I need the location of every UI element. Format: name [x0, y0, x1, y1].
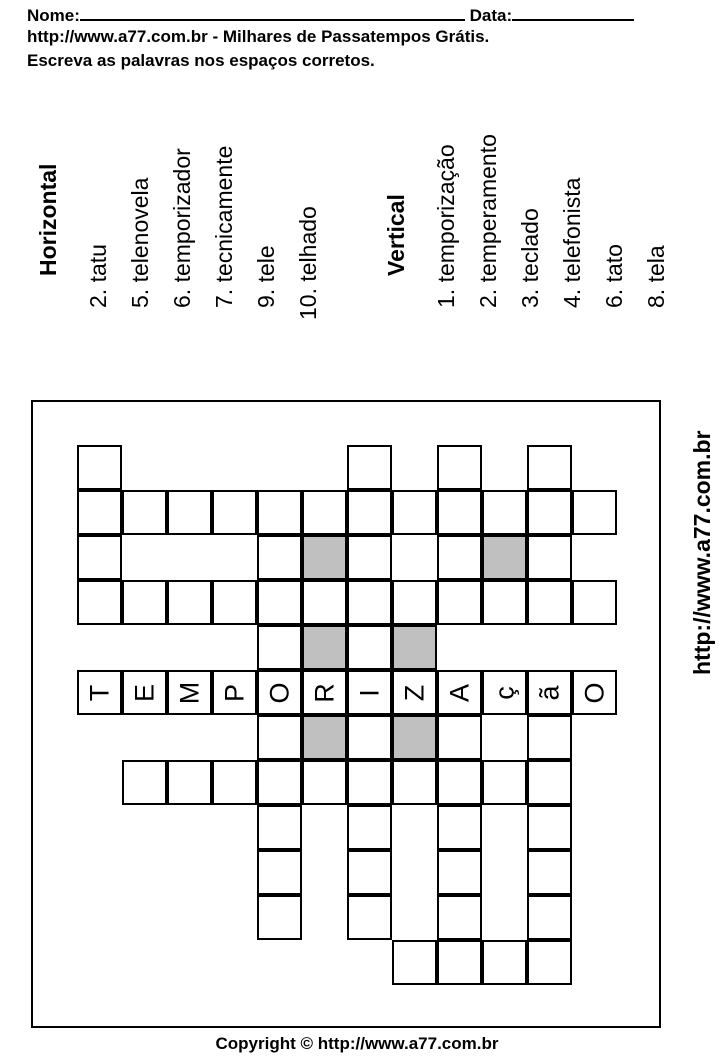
footer-copyright: Copyright © http://www.a77.com.br	[215, 1034, 499, 1053]
grid-cell[interactable]	[347, 625, 392, 670]
grid-cell[interactable]	[302, 490, 347, 535]
cell-letter: R	[309, 682, 339, 703]
side-url: http://www.a77.com.br	[689, 430, 715, 675]
grid-cell[interactable]	[347, 850, 392, 895]
grid-cell[interactable]	[122, 490, 167, 535]
vertical-clue: 6. tato	[601, 244, 627, 308]
vertical-clue: 1. temporização	[433, 144, 459, 308]
grid-cell[interactable]	[212, 670, 257, 715]
grid-cell[interactable]	[527, 670, 572, 715]
grid-cell[interactable]	[437, 535, 482, 580]
grid-cell[interactable]	[77, 670, 122, 715]
date-field[interactable]	[512, 3, 634, 21]
grid-cell[interactable]	[77, 535, 122, 580]
cell-letter: T	[84, 684, 114, 701]
grid-cell[interactable]	[347, 580, 392, 625]
grid-cell[interactable]	[77, 445, 122, 490]
vertical-clue: 8. tela	[643, 245, 669, 308]
grid-cell[interactable]	[302, 580, 347, 625]
vertical-clue: 3. teclado	[517, 208, 543, 308]
grid-cell[interactable]	[572, 490, 617, 535]
cell-letter: O	[264, 681, 294, 704]
grid-cell[interactable]	[482, 670, 527, 715]
grid-cell[interactable]	[77, 490, 122, 535]
grid-cell[interactable]	[527, 850, 572, 895]
horizontal-clue: 9. tele	[253, 245, 279, 308]
grid-cell[interactable]	[482, 760, 527, 805]
grid-cell[interactable]	[437, 490, 482, 535]
cell-letter: ã	[534, 684, 564, 701]
cell-letter: ç	[489, 685, 519, 700]
cell-letter: A	[444, 683, 474, 702]
blocked-cell	[302, 535, 347, 580]
grid-cell[interactable]	[437, 895, 482, 940]
grid-cell[interactable]	[347, 535, 392, 580]
vertical-title: Vertical	[383, 194, 409, 276]
grid-cell[interactable]	[77, 580, 122, 625]
grid-cell[interactable]	[527, 805, 572, 850]
grid-cell[interactable]	[347, 760, 392, 805]
grid-cell[interactable]	[392, 940, 437, 985]
grid-cell[interactable]	[392, 670, 437, 715]
grid-cell[interactable]	[437, 580, 482, 625]
name-label: Nome:	[27, 6, 80, 25]
cell-letter: E	[129, 683, 159, 702]
name-date-line	[27, 3, 634, 26]
cell-letter: P	[219, 683, 249, 702]
grid-cell[interactable]	[437, 805, 482, 850]
grid-cell[interactable]	[527, 895, 572, 940]
grid-cell[interactable]	[527, 535, 572, 580]
grid-cell[interactable]	[122, 580, 167, 625]
grid-cell[interactable]	[347, 445, 392, 490]
grid-cell[interactable]	[572, 580, 617, 625]
grid-cell[interactable]	[257, 625, 302, 670]
horizontal-clue: 5. telenovela	[127, 177, 153, 308]
grid-cell[interactable]	[257, 805, 302, 850]
vertical-clue: 2. temperamento	[475, 134, 501, 308]
grid-cell[interactable]	[392, 490, 437, 535]
grid-cell[interactable]	[437, 715, 482, 760]
grid-cell[interactable]	[437, 760, 482, 805]
grid-cell[interactable]	[437, 445, 482, 490]
grid-cell[interactable]	[437, 670, 482, 715]
name-field[interactable]	[80, 3, 465, 21]
grid-cell[interactable]	[527, 580, 572, 625]
grid-cell[interactable]	[257, 535, 302, 580]
grid-cell[interactable]	[527, 760, 572, 805]
horizontal-clue: 10. telhado	[295, 206, 321, 320]
blocked-cell	[392, 625, 437, 670]
grid-cell[interactable]	[482, 490, 527, 535]
grid-cell[interactable]	[482, 940, 527, 985]
grid-cell[interactable]	[347, 715, 392, 760]
grid-cell[interactable]	[167, 490, 212, 535]
grid-cell[interactable]	[257, 670, 302, 715]
grid-cell[interactable]	[167, 670, 212, 715]
grid-cell[interactable]	[392, 760, 437, 805]
blocked-cell	[302, 625, 347, 670]
grid-cell[interactable]	[122, 760, 167, 805]
vertical-clue: 4. telefonista	[559, 177, 585, 308]
grid-cell[interactable]	[482, 580, 527, 625]
grid-cell[interactable]	[257, 490, 302, 535]
grid-cell[interactable]	[572, 670, 617, 715]
grid-cell[interactable]	[347, 490, 392, 535]
blocked-cell	[302, 715, 347, 760]
grid-cell[interactable]	[347, 670, 392, 715]
grid-cell[interactable]	[257, 715, 302, 760]
cell-letter: Z	[399, 684, 429, 701]
grid-cell[interactable]	[527, 445, 572, 490]
site-line: http://www.a77.com.br - Milhares de Passatempos Grátis.	[27, 27, 490, 46]
grid-cell[interactable]	[167, 760, 212, 805]
grid-cell[interactable]	[437, 850, 482, 895]
grid-cell[interactable]	[527, 940, 572, 985]
grid-cell[interactable]	[302, 760, 347, 805]
cell-letter: I	[354, 688, 384, 697]
horizontal-clue: 6. temporizador	[169, 148, 195, 308]
grid-cell[interactable]	[212, 490, 257, 535]
grid-cell[interactable]	[212, 760, 257, 805]
date-label: Data:	[469, 6, 513, 25]
grid-cell[interactable]	[212, 580, 257, 625]
grid-cell[interactable]	[257, 895, 302, 940]
blocked-cell	[482, 535, 527, 580]
grid-cell[interactable]	[302, 670, 347, 715]
grid-cell[interactable]	[167, 580, 212, 625]
blocked-cell	[392, 715, 437, 760]
instruction-line: Escreva as palavras nos espaços corretos.	[27, 51, 375, 70]
grid-cell[interactable]	[392, 580, 437, 625]
grid-cell[interactable]	[527, 490, 572, 535]
horizontal-title: Horizontal	[35, 163, 61, 276]
grid-cell[interactable]	[257, 850, 302, 895]
grid-cell[interactable]	[347, 805, 392, 850]
grid-cell[interactable]	[437, 940, 482, 985]
grid-cell[interactable]	[527, 715, 572, 760]
horizontal-clue: 2. tatu	[85, 244, 111, 308]
grid-cell[interactable]	[122, 670, 167, 715]
horizontal-clue: 7. tecnicamente	[211, 145, 237, 308]
grid-cell[interactable]	[347, 895, 392, 940]
grid-cell[interactable]	[257, 580, 302, 625]
grid-cell[interactable]	[257, 760, 302, 805]
cell-letter: M	[174, 681, 204, 704]
cell-letter: O	[579, 681, 609, 704]
